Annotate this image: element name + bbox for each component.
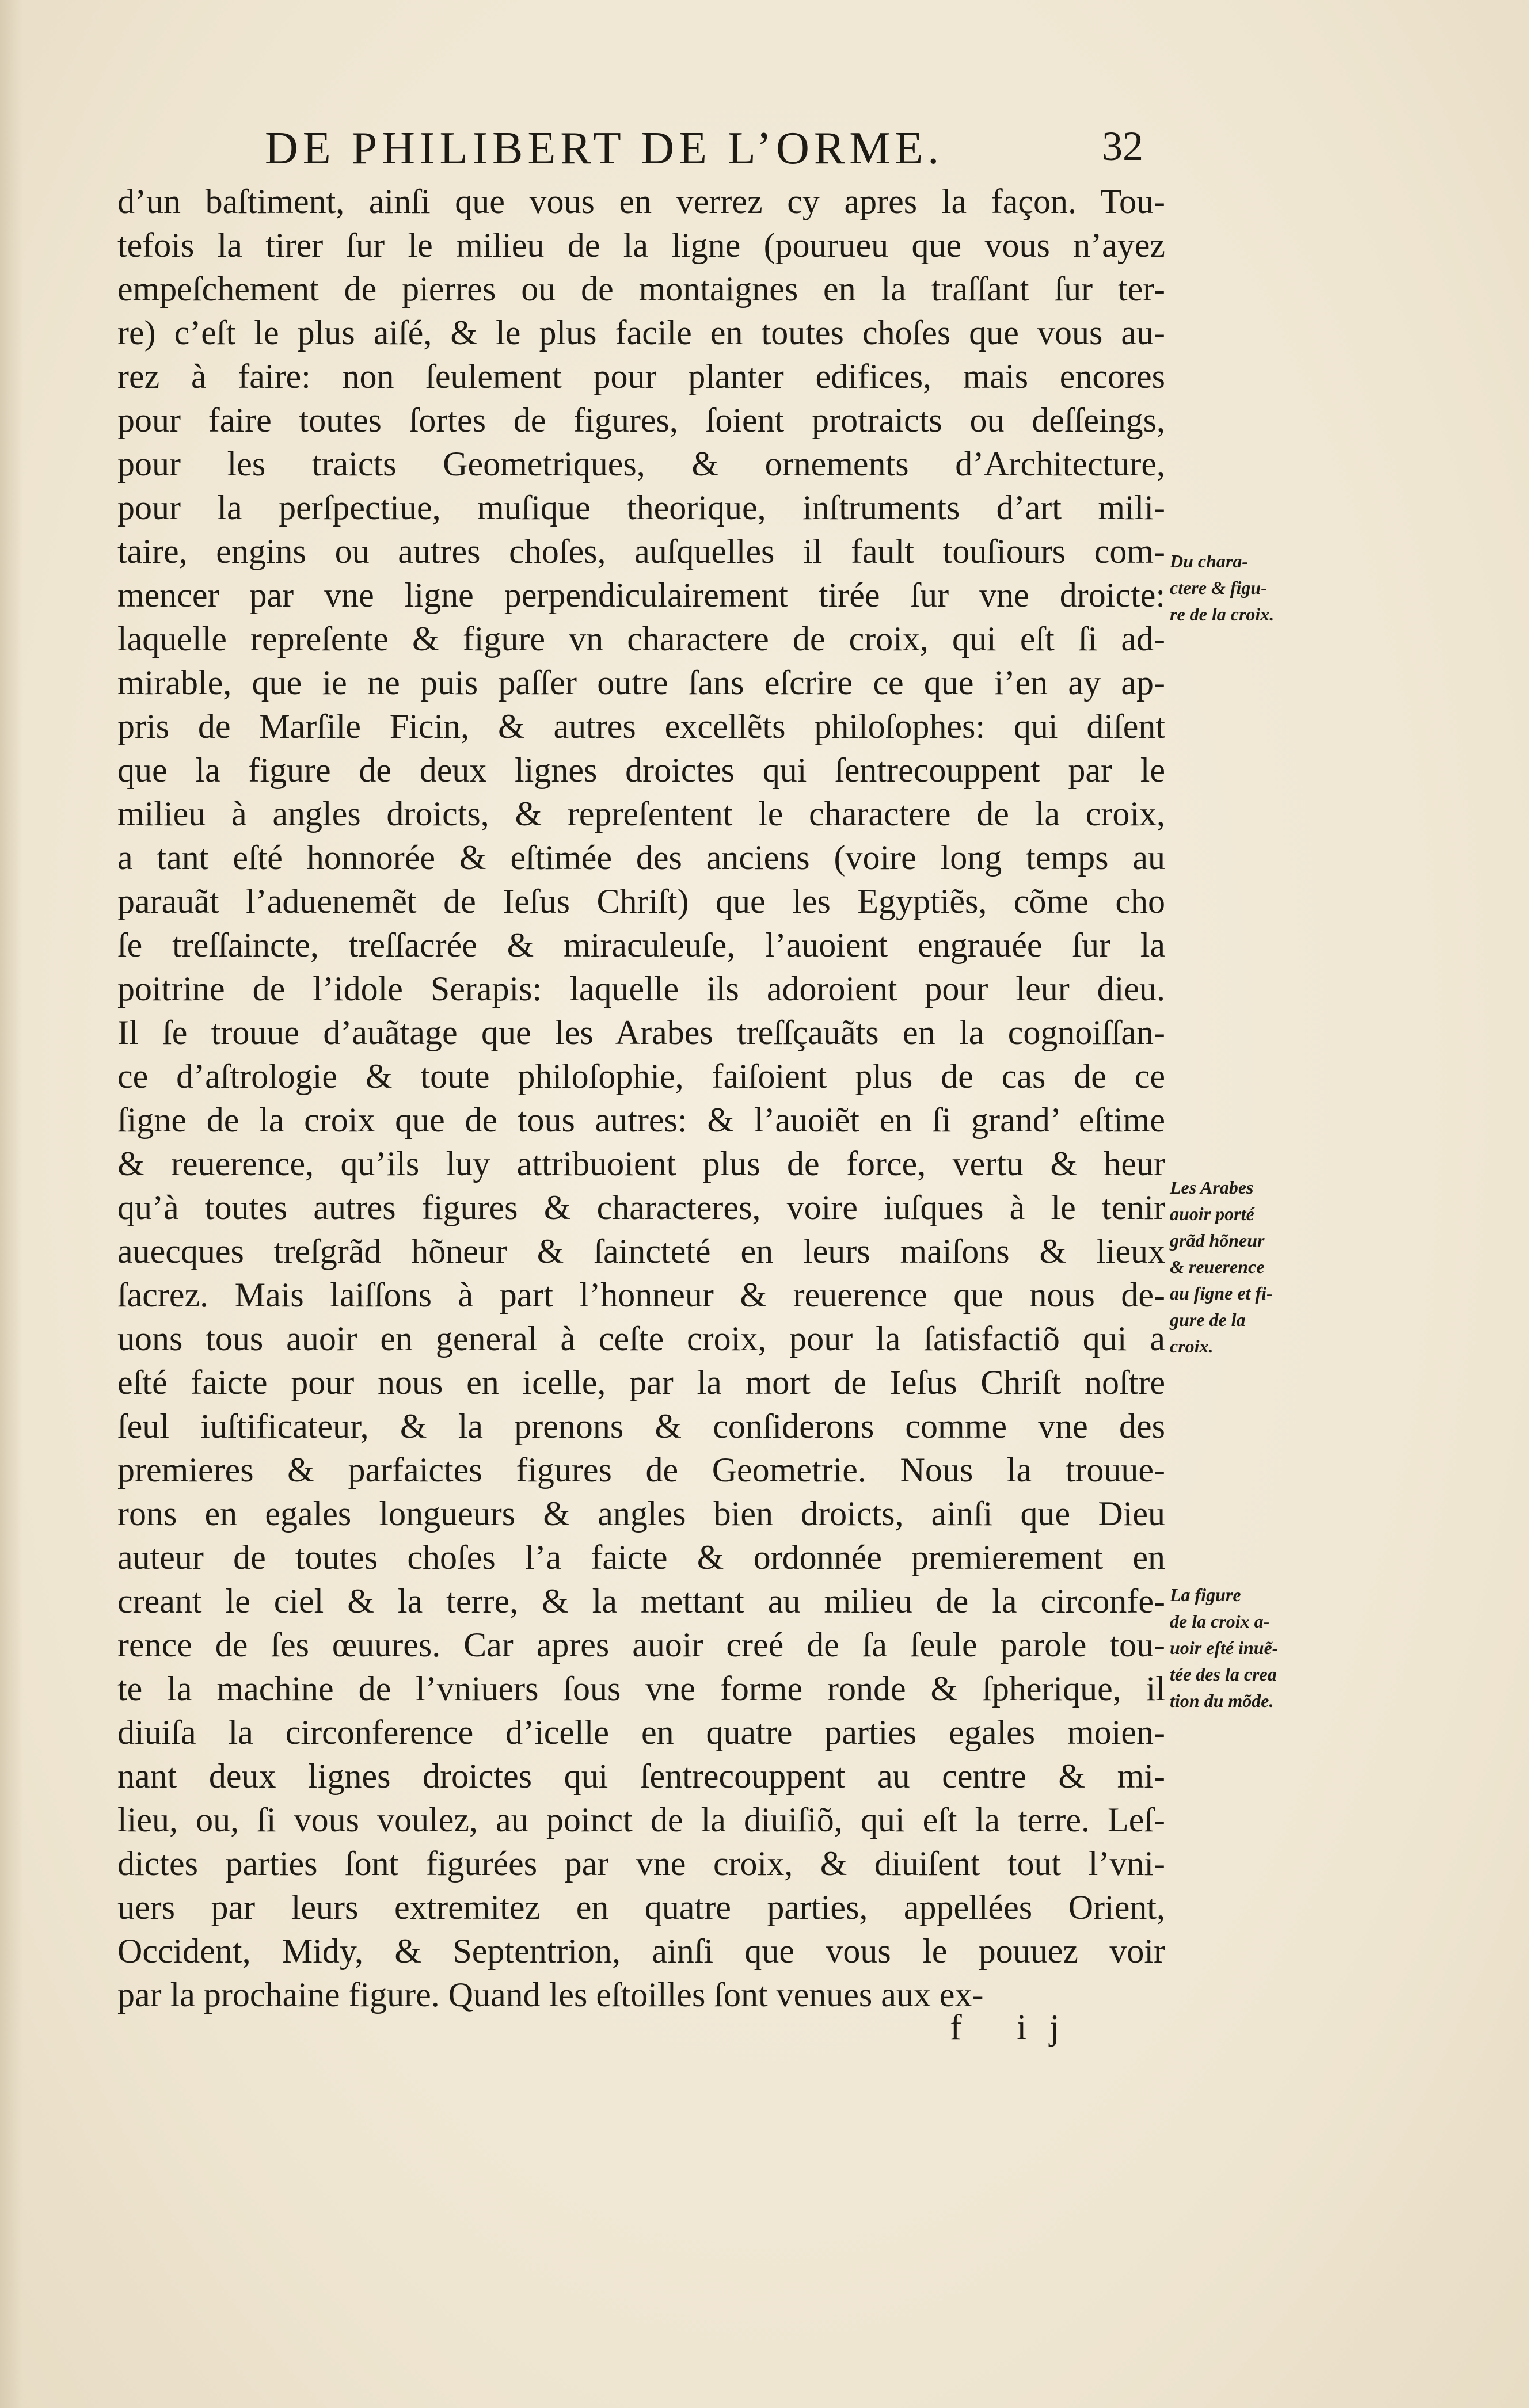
text-line: a tant eſté honnorée & eſtimée des anciens (voire long temps au — [117, 839, 1165, 877]
text-line: qu’à toutes autres figures & characteres, voire iuſques à le tenir — [117, 1188, 1165, 1226]
margin-note-line: tée des la crea — [1170, 1664, 1277, 1685]
margin-note-line: La figure — [1170, 1584, 1241, 1605]
text-line: lieu, ou, ſi vous voulez, au poinct de la diuiſiõ, qui eſt la terre. Leſ- — [117, 1801, 1165, 1839]
margin-note-figure-croix — [1170, 1582, 1308, 1714]
text-line: & reuerence, qu’ils luy attribuoient plus de force, vertu & heur — [117, 1145, 1165, 1183]
text-line: milieu à angles droicts, & repreſentent le charactere de la croix, — [117, 795, 1165, 833]
margin-note-line: de la croix a- — [1170, 1611, 1270, 1632]
signature-mark: f ij — [950, 2008, 1083, 2047]
text-line: nant deux lignes droictes qui ſentrecouppent au centre & mi- — [117, 1757, 1165, 1795]
text-line: ſacrez. Mais laiſſons à part l’honneur & reuerence que nous de- — [117, 1276, 1165, 1314]
margin-note-line: au ſigne et fi- — [1170, 1283, 1273, 1304]
text-line: d’un baſtiment, ainſi que vous en verrez cy apres la façon. Tou- — [117, 182, 1165, 220]
text-line: empeſchement de pierres ou de montaignes en la traſſant ſur ter- — [117, 270, 1165, 308]
page-number: 32 — [1102, 123, 1143, 169]
text-line: par la prochaine figure. Quand les eſtoilles ſont venues aux ex- — [117, 1976, 984, 2014]
text-line: pris de Marſile Ficin, & autres excellẽts philoſophes: qui diſent — [117, 707, 1165, 745]
page-gutter-shadow — [0, 0, 23, 2408]
margin-note-croix-character — [1170, 548, 1308, 627]
text-line: auteur de toutes choſes l’a faicte & ordonnée premierement en — [117, 1538, 1165, 1576]
text-line: mirable, que ie ne puis paſſer outre ſans eſcrire ce que i’en ay ap- — [117, 664, 1165, 702]
margin-note-line: Les Arabes — [1170, 1177, 1254, 1198]
text-line: que la figure de deux lignes droictes qui ſentrecouppent par le — [117, 751, 1165, 789]
running-head: DE PHILIBERT DE L’ORME. — [265, 123, 944, 174]
text-line: premieres & parfaictes figures de Geometrie. Nous la trouue- — [117, 1451, 1165, 1489]
margin-note-line: auoir porté — [1170, 1203, 1254, 1224]
text-line: dictes parties ſont figurées par vne croix, & diuiſent tout l’vni- — [117, 1845, 1165, 1883]
margin-note-line: Du chara- — [1170, 551, 1249, 571]
margin-note-line: uoir eſté inuẽ- — [1170, 1637, 1279, 1658]
text-line: Il ſe trouue d’auãtage que les Arabes treſſçauãts en la cognoiſſan- — [117, 1014, 1165, 1051]
margin-note-line: re de la croix. — [1170, 604, 1275, 624]
margin-note-line: ctere & figu- — [1170, 577, 1267, 598]
text-line: rons en egales longueurs & angles bien droicts, ainſi que Dieu — [117, 1495, 1165, 1533]
text-line: eſté faicte pour nous en icelle, par la mort de Ieſus Chriſt noſtre — [117, 1363, 1165, 1401]
text-line: ce d’aſtrologie & toute philoſophie, faiſoient plus de cas de ce — [117, 1057, 1165, 1095]
margin-note-line: gure de la — [1170, 1309, 1246, 1330]
text-line: ſe treſſaincte, treſſacrée & miraculeuſe, l’auoient engrauée ſur la — [117, 926, 1165, 964]
text-line: auecques treſgrãd hõneur & ſaincteté en leurs maiſons & lieux — [117, 1232, 1165, 1270]
text-line: poitrine de l’idole Serapis: laquelle ils adoroient pour leur dieu. — [117, 970, 1165, 1008]
text-line: tefois la tirer ſur le milieu de la ligne (pourueu que vous n’ayez — [117, 226, 1165, 264]
text-line: rez à faire: non ſeulement pour planter edifices, mais encores — [117, 357, 1165, 395]
margin-note-line: tion du mõde. — [1170, 1690, 1274, 1711]
text-line: laquelle repreſente & figure vn charactere de croix, qui eſt ſi ad- — [117, 620, 1165, 658]
text-line: creant le ciel & la terre, & la mettant au milieu de la circonfe- — [117, 1582, 1165, 1620]
body-text — [117, 180, 1165, 2017]
text-line: re) c’eſt le plus aiſé, & le plus facile en toutes choſes que vous au- — [117, 314, 1165, 352]
text-line: parauãt l’aduenemẽt de Ieſus Chriſt) que les Egyptiẽs, cõme cho — [117, 882, 1165, 920]
text-line: diuiſa la circonference d’icelle en quatre parties egales moien- — [117, 1713, 1165, 1751]
text-line: taire, engins ou autres choſes, auſquelles il fault touſiours com- — [117, 532, 1165, 570]
text-line: pour faire toutes ſortes de figures, ſoient protraicts ou deſſeings, — [117, 401, 1165, 439]
text-line: mencer par vne ligne perpendiculairement tirée ſur vne droicte: — [117, 576, 1165, 614]
text-line: pour les traicts Geometriques, & ornements d’Architecture, — [117, 445, 1165, 483]
text-line: ſigne de la croix que de tous autres: & l’auoiẽt en ſi grand’ eſtime — [117, 1101, 1165, 1139]
margin-note-line: & reuerence — [1170, 1256, 1265, 1277]
text-line: uers par leurs extremitez en quatre parties, appellées Orient, — [117, 1888, 1165, 1926]
margin-note-line: grãd hõneur — [1170, 1230, 1265, 1251]
text-line: Occident, Midy, & Septentrion, ainſi que vous le pouuez voir — [117, 1932, 1165, 1970]
text-line: pour la perſpectiue, muſique theorique, inſtruments d’art mili- — [117, 489, 1165, 527]
margin-note-arabes — [1170, 1174, 1308, 1359]
margin-note-line: croix. — [1170, 1336, 1214, 1357]
text-line: rence de ſes œuures. Car apres auoir creé de ſa ſeule parole tou- — [117, 1626, 1165, 1664]
text-line: te la machine de l’vniuers ſous vne forme ronde & ſpherique, il — [117, 1670, 1165, 1708]
text-line: ſeul iuſtificateur, & la prenons & conſiderons comme vne des — [117, 1407, 1165, 1445]
text-line: uons tous auoir en general à ceſte croix, pour la ſatisfactiõ qui a — [117, 1320, 1165, 1358]
